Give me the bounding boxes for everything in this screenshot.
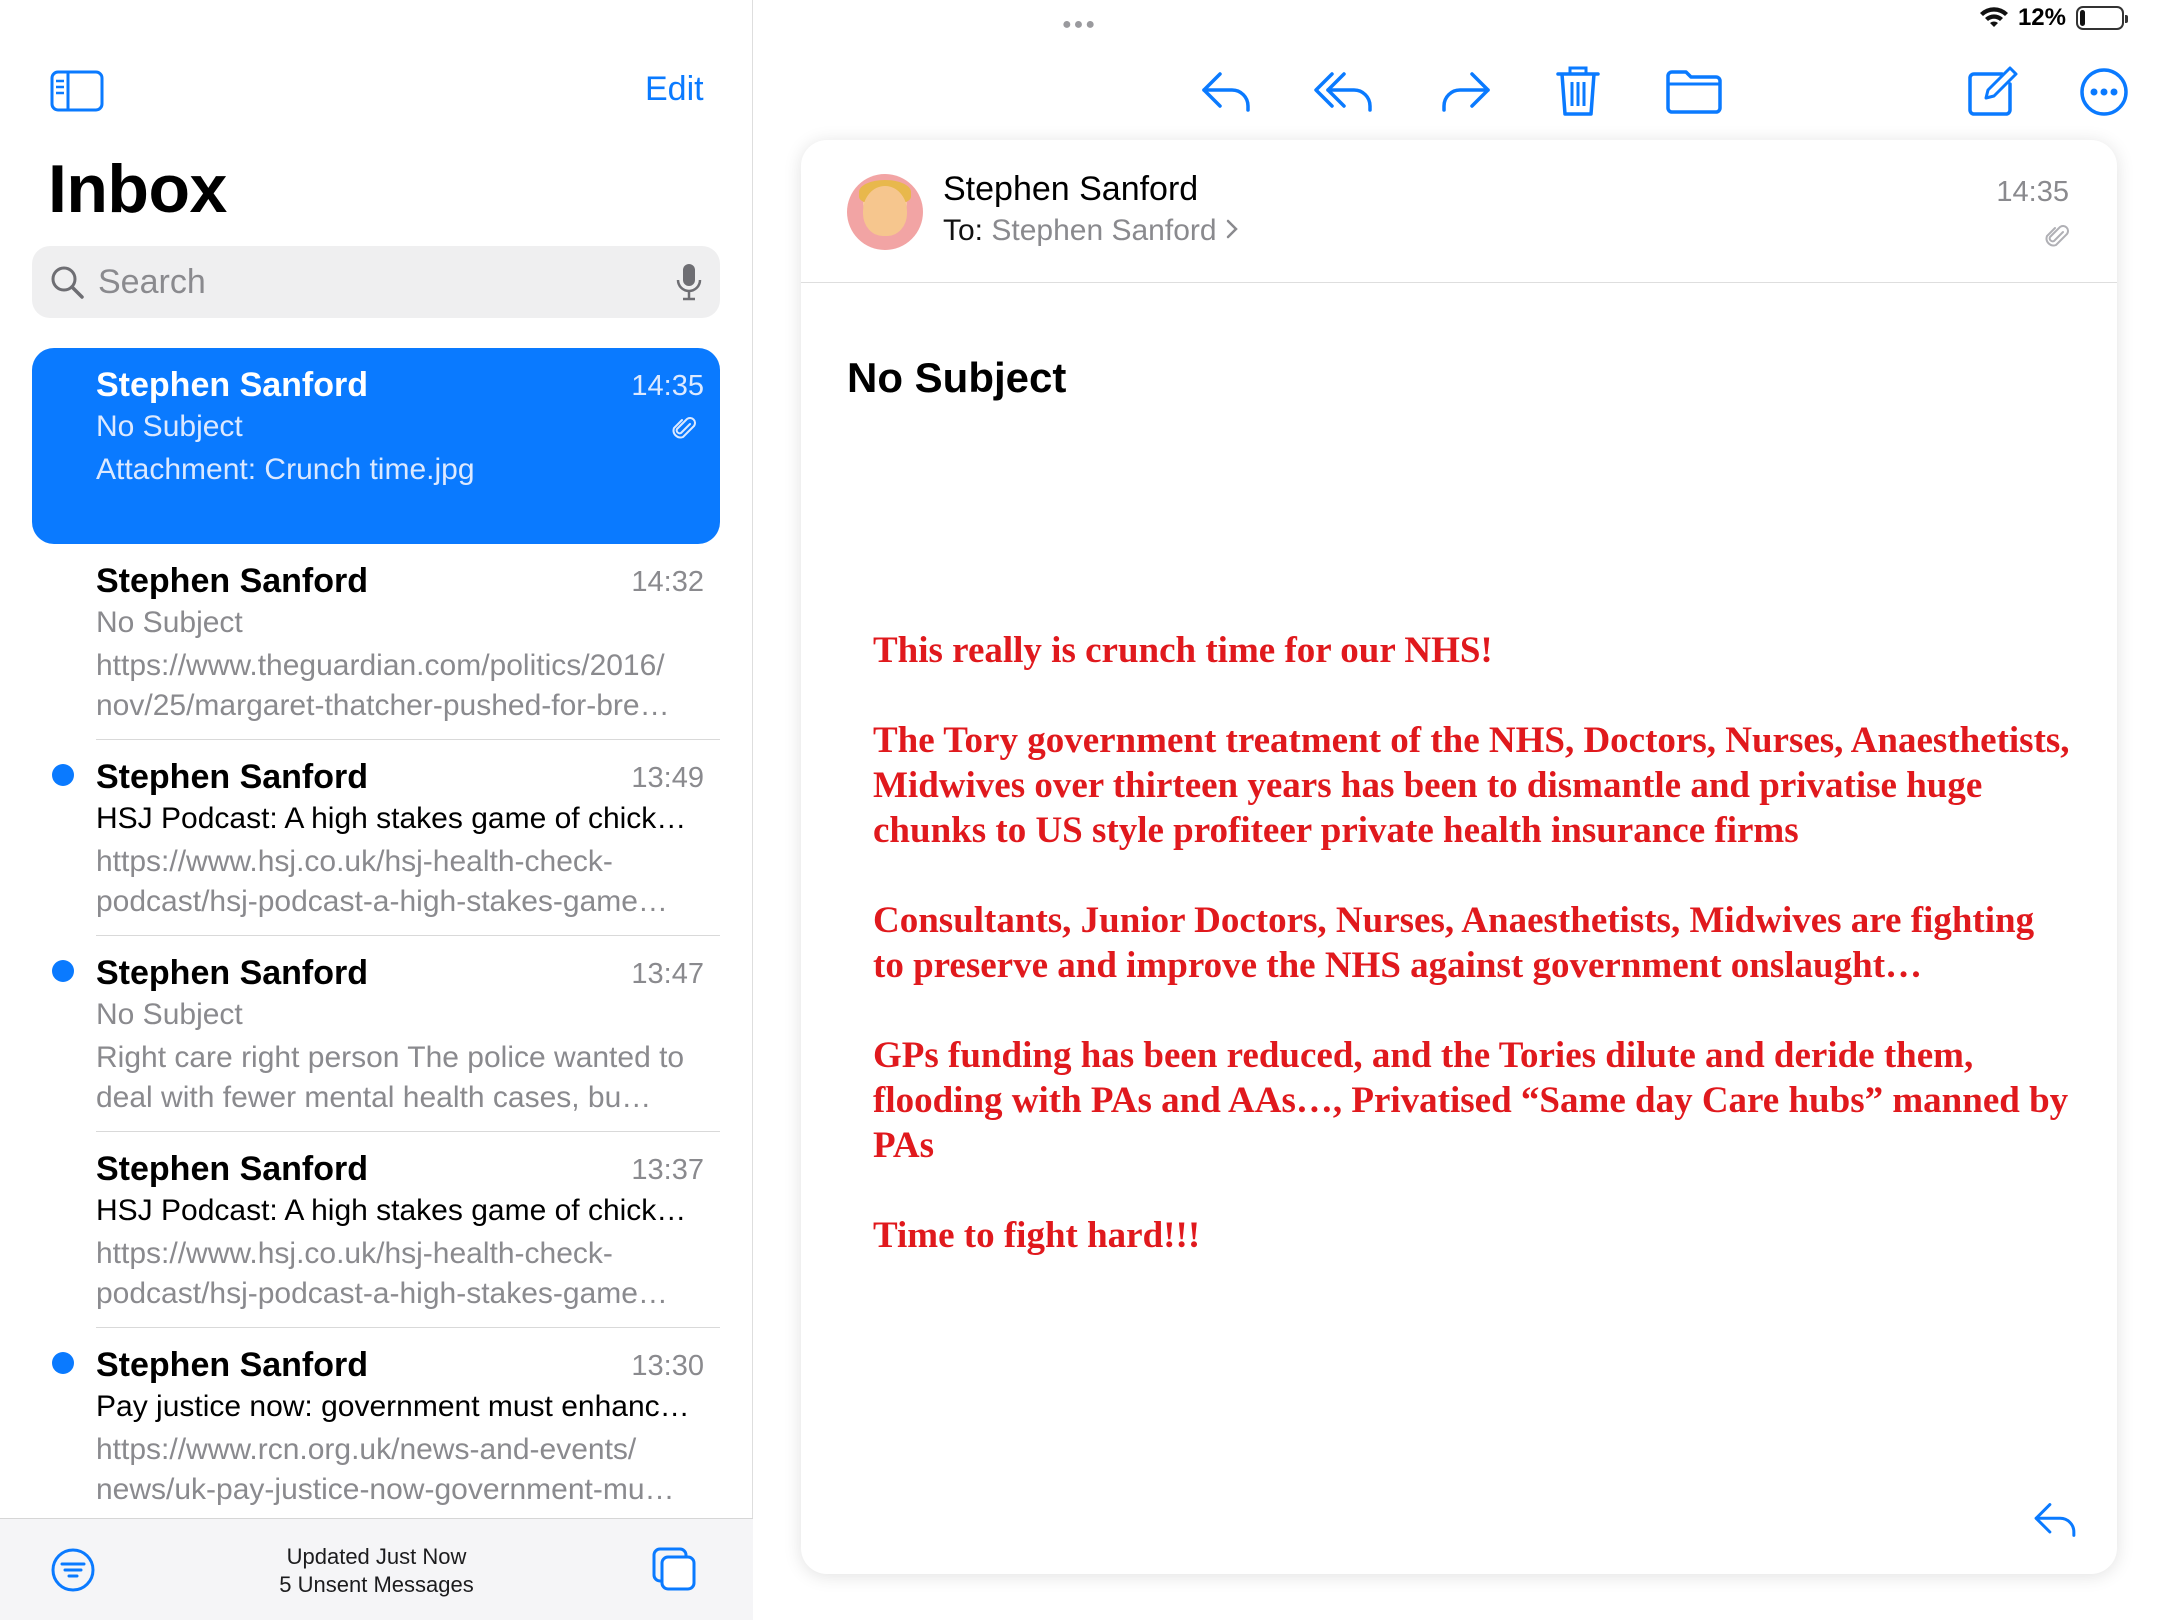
mail-preview: https://www.hsj.co.uk/hsj-health-check- podcast/hsj-podcast-a-high-stakes-game… xyxy=(96,845,668,918)
mail-sender: Stephen Sanford xyxy=(96,366,369,404)
search-icon xyxy=(50,265,84,299)
mail-preview: https://www.hsj.co.uk/hsj-health-check- podcast/hsj-podcast-a-high-stakes-game… xyxy=(96,1237,668,1310)
attachment-icon xyxy=(2045,222,2069,250)
wifi-icon xyxy=(1980,7,2008,29)
mail-sender: Stephen Sanford xyxy=(96,1150,369,1188)
mail-time: 13:47 xyxy=(631,958,704,990)
sidebar-toggle-icon[interactable] xyxy=(50,70,104,112)
bottom-toolbar xyxy=(0,1518,753,1620)
header-divider xyxy=(801,282,2117,283)
letter-paragraph: Consultants, Junior Doctors, Nurses, Anaesthetists, Midwives are fighting to preserve and improve the NHS against government onslaught… xyxy=(873,900,2035,986)
message-time: 14:35 xyxy=(1996,176,2069,208)
sender-name[interactable]: Stephen Sanford xyxy=(943,170,1199,208)
page-title: Inbox xyxy=(48,151,227,227)
recipient-name[interactable]: Stephen Sanford xyxy=(991,214,1217,247)
reply-all-icon[interactable] xyxy=(1314,62,1374,122)
list-item[interactable] xyxy=(32,1132,720,1328)
folder-icon[interactable] xyxy=(1664,62,1724,122)
mail-time: 14:35 xyxy=(631,370,704,402)
mail-preview: Attachment: Crunch time.jpg xyxy=(96,453,475,486)
attached-image-text xyxy=(873,628,2073,1303)
trash-icon[interactable] xyxy=(1548,62,1608,122)
forward-icon[interactable] xyxy=(1436,62,1496,122)
avatar-face xyxy=(863,186,907,236)
unread-dot-icon xyxy=(52,764,74,786)
letter-paragraph: Time to fight hard!!! xyxy=(873,1215,1201,1256)
message-list xyxy=(32,348,720,1524)
status-bar-right xyxy=(1980,4,2124,32)
unread-dot-icon xyxy=(52,1352,74,1374)
battery-fill xyxy=(2080,10,2085,26)
letter-paragraph: GPs funding has been reduced, and the Tories dilute and deride them, flooding with PAs and AAs…, Privatised “Same day Care hubs” manned by PAs xyxy=(873,1035,2069,1166)
edit-button[interactable]: Edit xyxy=(645,70,704,108)
mail-subject: No Subject xyxy=(96,410,243,443)
to-label: To: xyxy=(943,214,984,247)
mail-subject: No Subject xyxy=(96,606,243,639)
mail-sender: Stephen Sanford xyxy=(96,1346,369,1384)
mail-subject: HSJ Podcast: A high stakes game of chick… xyxy=(96,1194,687,1227)
unread-dot-icon xyxy=(52,960,74,982)
mail-time: 14:32 xyxy=(631,566,704,598)
updated-status-text: Updated Just Now xyxy=(286,1544,467,1569)
search-field[interactable] xyxy=(32,246,720,318)
list-item[interactable] xyxy=(32,740,720,936)
search-input[interactable]: Search xyxy=(98,262,206,301)
message-detail xyxy=(801,140,2117,1574)
message-subject: No Subject xyxy=(847,354,1067,401)
mail-time: 13:30 xyxy=(631,1350,704,1382)
mail-sender: Stephen Sanford xyxy=(96,954,369,992)
list-item[interactable] xyxy=(32,1328,720,1524)
letter-paragraph: The Tory government treatment of the NHS, Doctors, Nurses, Anaesthetists, Midwives over thirteen years has been to dismantle and privatise huge chunks to US style profiteer private health insurance firms xyxy=(873,720,2070,851)
list-item[interactable] xyxy=(32,348,720,544)
mail-preview: https://www.theguardian.com/politics/2016/ nov/25/margaret-thatcher-pushed-for-bre… xyxy=(96,649,670,722)
sync-status xyxy=(0,1543,753,1599)
unsent-messages-text: 5 Unsent Messages xyxy=(279,1572,474,1597)
list-item[interactable] xyxy=(32,544,720,740)
mail-sender: Stephen Sanford xyxy=(96,758,369,796)
recipient-line[interactable] xyxy=(943,214,1239,248)
compose-icon[interactable] xyxy=(1962,62,2022,122)
mail-time: 13:49 xyxy=(631,762,704,794)
letter-paragraph: This really is crunch time for our NHS! xyxy=(873,630,1493,671)
mail-sender: Stephen Sanford xyxy=(96,562,369,600)
microphone-icon[interactable] xyxy=(676,262,702,302)
more-options-icon[interactable] xyxy=(2074,62,2134,122)
mailbox-sidebar xyxy=(0,0,753,1620)
mail-time: 13:37 xyxy=(631,1154,704,1186)
list-item[interactable] xyxy=(32,936,720,1132)
multitasking-dots-icon[interactable]: ●●● xyxy=(1062,16,1097,33)
windows-icon[interactable] xyxy=(650,1545,698,1593)
battery-icon xyxy=(2076,6,2124,30)
mail-preview: Right care right person The police wanted to deal with fewer mental health cases, bu… xyxy=(96,1041,685,1114)
avatar[interactable] xyxy=(847,174,923,250)
mail-subject: No Subject xyxy=(96,998,243,1031)
reply-icon[interactable] xyxy=(2029,1496,2081,1544)
battery-percentage: 12% xyxy=(2017,4,2066,31)
chevron-right-icon xyxy=(1225,218,1239,240)
mail-preview: https://www.rcn.org.uk/news-and-events/ news/uk-pay-justice-now-government-mu… xyxy=(96,1433,675,1506)
mail-subject: Pay justice now: government must enhanc… xyxy=(96,1390,690,1423)
attachment-icon xyxy=(672,414,696,442)
mail-subject: HSJ Podcast: A high stakes game of chick… xyxy=(96,802,687,835)
reply-icon[interactable] xyxy=(1196,62,1256,122)
